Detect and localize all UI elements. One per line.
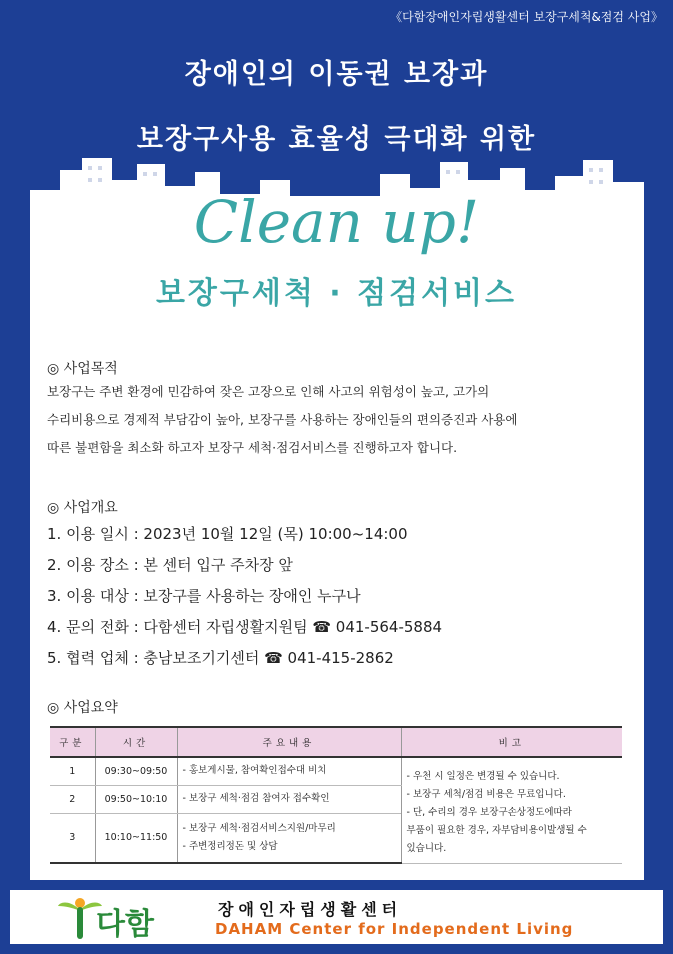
- purpose-line: 따른 불편함을 최소화 하고자 보장구 세척·점검서비스를 진행하고자 합니다.: [47, 440, 458, 455]
- logo-text: 다함: [96, 907, 154, 940]
- notes-cell: [401, 757, 622, 863]
- column-header: 시간: [95, 727, 177, 757]
- purpose-line: 수리비용으로 경제적 부담감이 높아, 보장구를 사용하는 장애인들의 편의증진과 사용에: [47, 412, 518, 427]
- note-line: - 우천 시 일정은 변경될 수 있습니다.: [406, 771, 560, 782]
- content-line: - 홍보게시물, 참여확인접수대 비치: [182, 765, 327, 777]
- row-content: [177, 757, 401, 785]
- note-line: - 단, 수리의 경우 보장구손상정도에따라: [406, 807, 572, 818]
- overview-heading: ◎ 사업개요: [47, 500, 118, 516]
- event-subtitle: 보장구세척 · 점검서비스: [155, 276, 518, 311]
- note-line: 있습니다.: [406, 843, 447, 854]
- column-header: 비고: [401, 727, 622, 757]
- table-row: [50, 757, 622, 785]
- overview-item-target: 3. 이용 대상 : 보장구를 사용하는 장애인 누구나: [47, 587, 361, 605]
- note-line: 부품이 필요한 경우, 자부담비용이발생될 수: [406, 825, 587, 836]
- top-note: 《다함장애인자립생활센터 보장구세척&점검 사업》: [390, 10, 663, 24]
- row-time: 09:50~10:10: [95, 785, 177, 813]
- org-name-en: DAHAM Center for Independent Living: [215, 920, 574, 938]
- row-number: 1: [50, 757, 95, 785]
- overview-item-date: 1. 이용 일시 : 2023년 10월 12일 (목) 10:00~14:00: [47, 525, 408, 543]
- headline-line-1: 장애인의 이동권 보장과: [184, 59, 489, 90]
- column-header: 주요내용: [177, 727, 401, 757]
- row-content: [177, 785, 401, 813]
- row-time: 10:10~11:50: [95, 813, 177, 863]
- daham-logo-icon: [58, 894, 208, 940]
- overview-list: [47, 519, 637, 674]
- overview-item-contact: 4. 문의 전화 : 다함센터 자립생활지원팀 ☎ 041-564-5884: [47, 618, 443, 636]
- overview-item-partner: 5. 협력 업체 : 충남보조기기센터 ☎ 041-415-2862: [47, 649, 394, 667]
- overview-item-place: 2. 이용 장소 : 본 센터 입구 주차장 앞: [47, 556, 293, 574]
- summary-heading: ◎ 사업요약: [47, 700, 118, 716]
- event-title: Clean up!: [193, 188, 480, 256]
- content-line: - 주변정리정돈 및 상담: [182, 840, 278, 852]
- row-time: 09:30~09:50: [95, 757, 177, 785]
- org-name-kr: 장애인자립생활센터: [218, 900, 403, 919]
- row-number: 3: [50, 813, 95, 863]
- purpose-heading: ◎ 사업목적: [47, 361, 118, 377]
- purpose-text: [47, 378, 627, 462]
- table-header-row: [50, 727, 622, 757]
- column-header: 구분: [50, 727, 95, 757]
- note-line: - 보장구 세척/점검 비용은 무료입니다.: [406, 789, 566, 800]
- row-number: 2: [50, 785, 95, 813]
- footer: [10, 890, 663, 944]
- content-line: - 보장구 세척·점검 참여자 접수확인: [182, 793, 330, 804]
- row-content: [177, 813, 401, 863]
- summary-table: [50, 726, 622, 864]
- content-line: - 보장구 세척·점검서비스지원/마무리: [182, 822, 336, 834]
- purpose-line: 보장구는 주변 환경에 민감하여 잦은 고장으로 인해 사고의 위험성이 높고, 고가의: [47, 384, 490, 399]
- headline-line-2: 보장구사용 효율성 극대화 위한: [136, 124, 537, 155]
